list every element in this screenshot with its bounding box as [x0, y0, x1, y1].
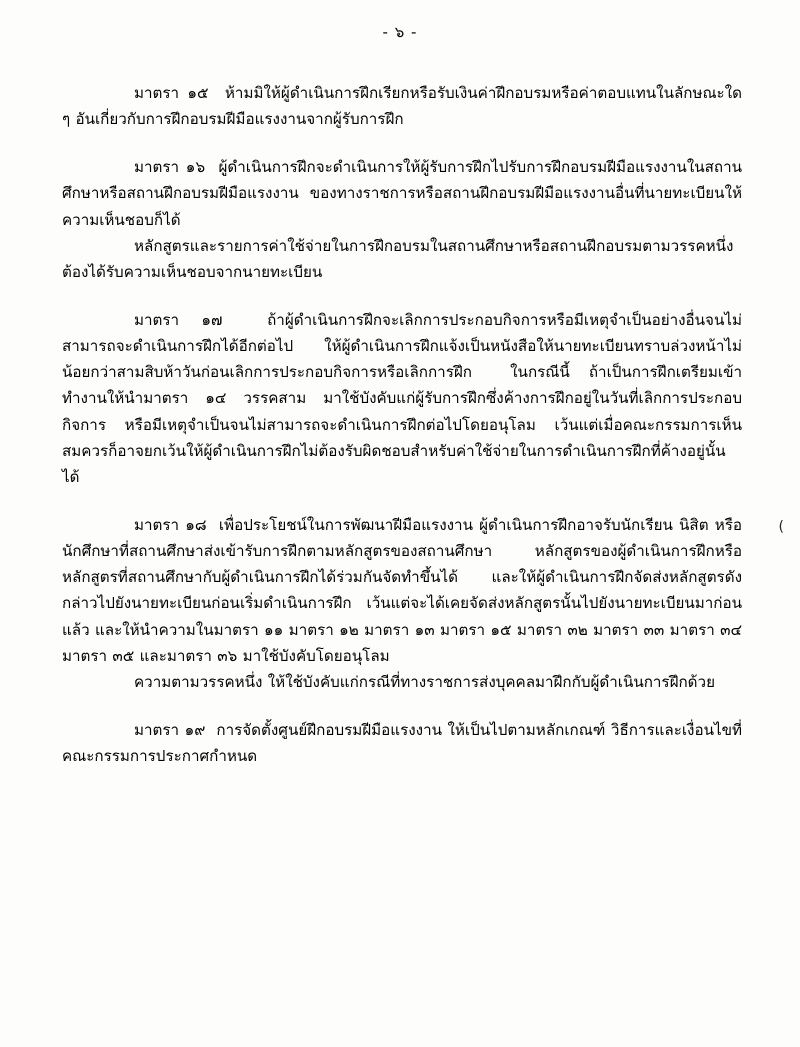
- page-number: - ๖ -: [382, 23, 418, 41]
- paragraph-section-16: มาตรา ๑๖ ผู้ดำเนินการฝึกจะดำเนินการให้ผู้รับการฝึกไปรับการฝึกอบรมฝีมือแรงงานในสถานศึกษาหรือสถานฝึกอบรมฝีมือแรงงาน ของทางราชการหรือสถานฝึกอบรมฝีมือแรงงานอื่นที่นายทะเบียนให้ความเห็นชอบก็ได้: [62, 158, 742, 229]
- paragraph-section-18-continued: ความตามวรรคหนึ่ง ให้ใช้บังคับแก่กรณีที่ทางราชการส่งบุคคลมาฝึกกับผู้ดำเนินการฝึกด้วย: [134, 672, 715, 691]
- margin-mark: (: [778, 519, 784, 535]
- spacer: [62, 695, 742, 717]
- spacer: [62, 490, 742, 512]
- spacer: [62, 132, 742, 154]
- paragraph-section-16-continued: หลักสูตรและรายการค่าใช้จ่ายในการฝึกอบรมในสถานศึกษาหรือสถานฝึกอบรมตามวรรคหนึ่ง ต้องได้รับความเห็นชอบจากนายทะเบียน: [62, 236, 739, 281]
- spacer: [62, 66, 742, 80]
- spacer: [62, 285, 742, 307]
- paragraph-section-18: มาตรา ๑๘ เพื่อประโยชน์ในการพัฒนาฝีมือแรงงาน ผู้ดำเนินการฝึกอาจรับนักเรียน นิสิต หรือนักศึกษาที่สถานศึกษาส่งเข้ารับการฝึกตามหลักสูตรของสถานศึกษา หลักสูตรของผู้ดำเนินการฝึกหรือหลักสูตรที่สถานศึกษากับผู้ดำเนินการฝึกได้ร่วมกันจัดทำขึ้นได้ และให้ผู้ดำเนินการฝึกจัดส่งหลักสูตรดังกล่าวไปยังนายทะเบียนก่อนเริ่มดำเนินการฝึก เว้นแต่จะได้เคยจัดส่งหลักสูตรนั้นไปยังนายทะเบียนมาก่อนแล้ว และให้นำความในมาตรา ๑๑ มาตรา ๑๒ มาตรา ๑๓ มาตรา ๑๕ มาตรา ๓๒ มาตรา ๓๓ มาตรา ๓๔ มาตรา ๓๕ และมาตรา ๓๖ มาใช้บังคับโดยอนุโลม: [62, 515, 748, 665]
- document-body: [62, 66, 748, 769]
- paragraph-section-19: มาตรา ๑๙ การจัดตั้งศูนย์ฝึกอบรมฝีมือแรงงาน ให้เป็นไปตามหลักเกณฑ์ วิธีการและเงื่อนไขที่คณะกรรมการประกาศกำหนด: [62, 720, 742, 766]
- paragraph-section-15: มาตรา ๑๕ ห้ามมิให้ผู้ดำเนินการฝึกเรียกหรือรับเงินค่าฝึกอบรมหรือค่าตอบแทนในลักษณะใด ๆ อันเกี่ยวกับการฝึกอบรมฝีมือแรงงานจากผู้รับการฝึก: [62, 84, 748, 129]
- paragraph-section-17: มาตรา ๑๗ ถ้าผู้ดำเนินการฝึกจะเลิกการประกอบกิจการหรือมีเหตุจำเป็นอย่างอื่นจนไม่สามารถจะดำเนินการฝึกได้อีกต่อไป ให้ผู้ดำเนินการฝึกแจ้งเป็นหนังสือให้นายทะเบียนทราบล่วงหน้าไม่น้อยกว่าสามสิบห้าวันก่อนเลิกการประกอบกิจการหรือเลิกการฝึก ในกรณีนี้ ถ้าเป็นการฝึกเตรียมเข้าทำงานให้นำมาตรา ๑๔ วรรคสาม มาใช้บังคับแก่ผู้รับการฝึกซึ่งค้างการฝึกอยู่ในวันที่เลิกการประกอบกิจการ หรือมีเหตุจำเป็นจนไม่สามารถจะดำเนินการฝึกต่อไปโดยอนุโลม เว้นแต่เมื่อคณะกรรมการเห็นสมควรก็อาจยกเว้นให้ผู้ดำเนินการฝึกไม่ต้องรับผิดชอบสำหรับค่าใช้จ่ายในการดำเนินการฝึกที่ค้างอยู่นั้นได้: [62, 310, 742, 486]
